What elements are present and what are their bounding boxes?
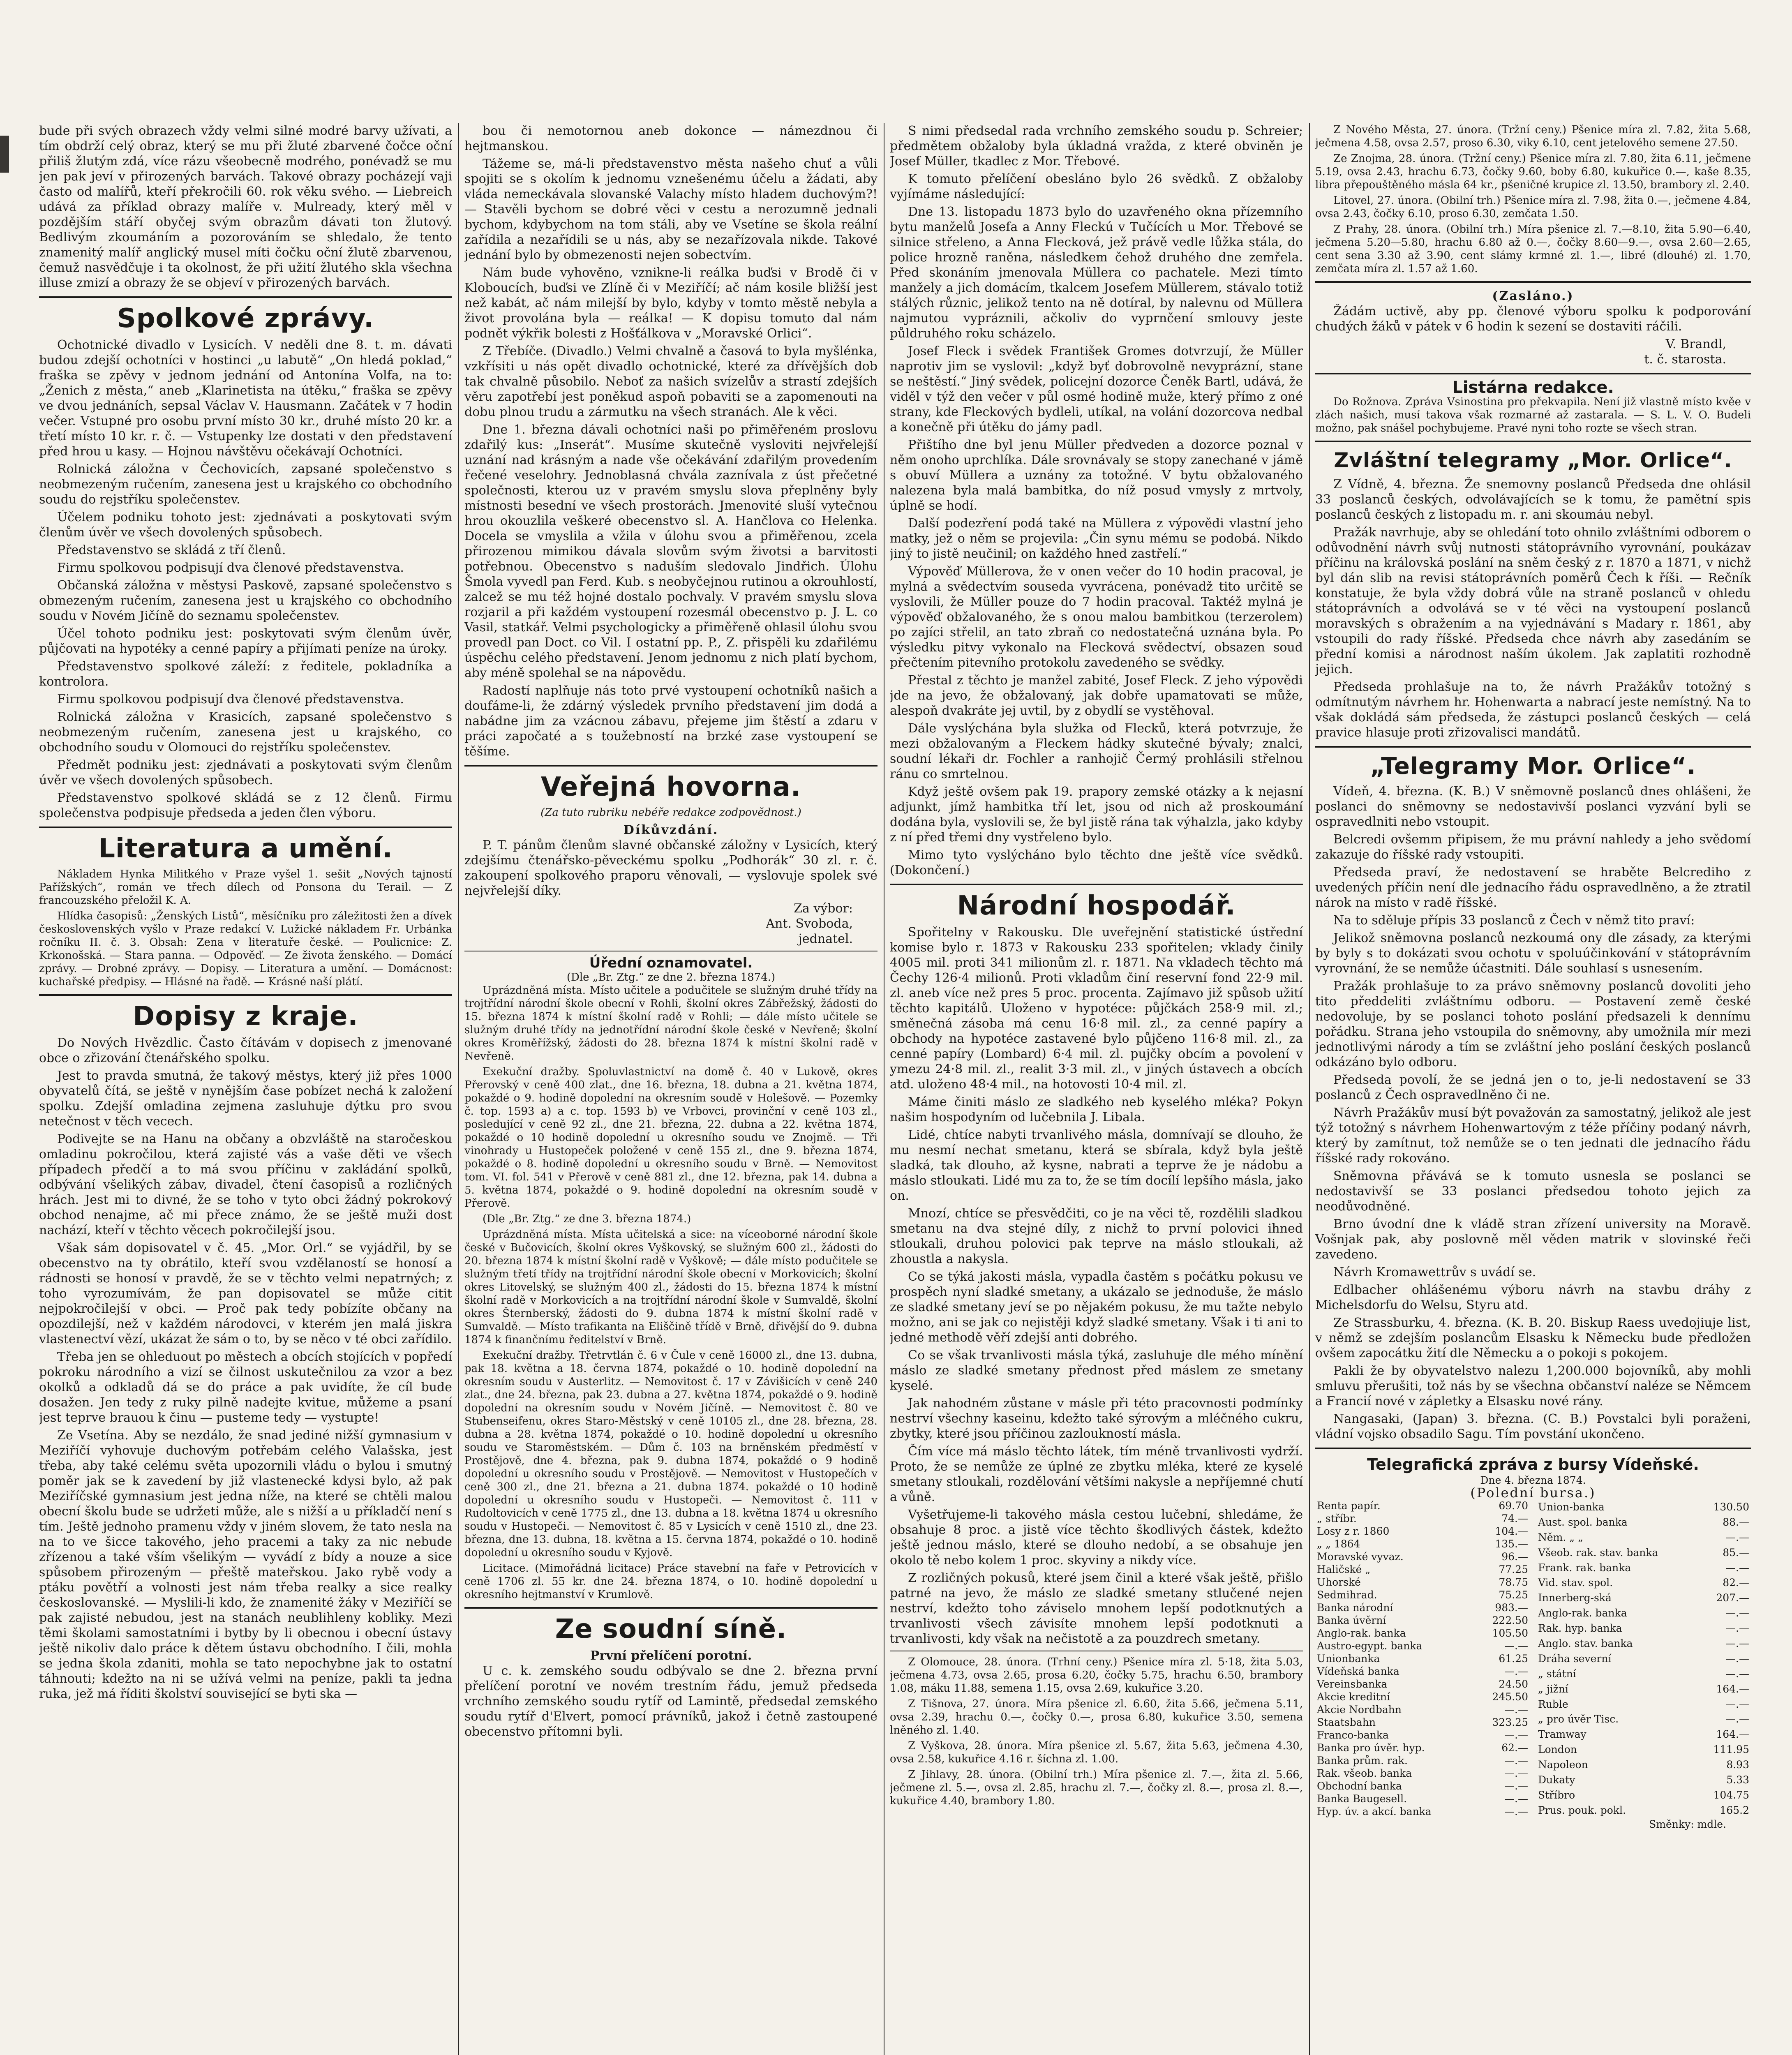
column-rule [458,123,459,2055]
bursa-row [1536,1636,1751,1651]
bursa-label: London [1538,1743,1577,1756]
divider [890,884,1303,885]
telegram-paragraph: Edlbacher ohlášenému výboru návrh na stavbu dráhy z Michelsdorfu do Welsu, Styru atd. [1315,1283,1751,1312]
bursa-label: Stříbro [1538,1789,1575,1801]
bursa-value: —.— [1725,1667,1749,1680]
bursa-label: Ruble [1538,1698,1568,1710]
spolkove-paragraph: Účelem podniku tohoto jest: zjednávati a poskytovati svým členům úvěr ve všech dovolených spůsobech. [39,510,452,540]
bursa-footer: Směnky: mdle. [1649,1818,1726,1830]
bursa-value: —.— [1504,1806,1528,1817]
telegram-paragraph: Vídeň, 4. března. (K. B.) V sněmovně poslanců dnes ohlášeni, že poslanci do sněmovny se nedostavivší poslanci vyzvání byli se ospravedlniti nebo vstoupit. [1315,784,1751,829]
narodni-paragraph: Co se však trvanlivosti másla týká, zasluhuje dle mého mínění máslo ze sladké smetany přednost před máslem ze smetany kyselé. [890,1348,1303,1393]
bursa-value: 207.— [1716,1592,1749,1604]
bursa-row [1315,1754,1530,1767]
bursa-tables [1315,1499,1751,1818]
court-paragraph: Přestal z těchto je manžel zabité, Josef Fleck. Z jeho výpovědi jde na jevo, že obžalovaný, jak dobře upamatovati se může, alespoň dvakráte jej uvtil, by z obydlí se vystěhoval. [890,673,1303,718]
bursa-label: Haličské „ [1317,1563,1371,1575]
spolkove-paragraph: Předmět podniku jest: zjednávati a poskytovati svým členům úvěr ve všech dovolených spůsobech. [39,758,452,787]
market-paragraph: Litovel, 27. února. (Obilní trh.) Pšenice míra zl. 7.98, žita 0.—, ječmene 4.84, ovsa 2.43, čočky 6.10, proso 6.30, zemčata 1.50. [1315,194,1751,220]
dopisy-paragraph: Ze Vsetína. Aby se nezdálo, že snad jediné nižší gymnasium v Meziříčí vyhovuje duchovým potřebám celého Valašska, jest třeba, aby také celému světa upozornili vládu o bylou i smutný poměr jak se k zavedení by již vlastenecké kdysi bylo, až pak Meziříčské gymnasium jest jedna níže, na které se chtěli malou obecní školu bude se udržeti může, ale s nižší a u příkladčí není s tím. Ještě jednoho pramenu vždy v jiném slovem, že tato nesla na na to ve šicce takového, jeho pracemi a taky za nic nebude zřízenou a také vším všelikým — vyvádí z bídy a nouze a sice spůsobem přirozeným — přeště mateřskou. Jako rybě vody a ptáku povětří a volnosti jest nám třeba realky a sice realky českoslovanské. — Myslili-li kdo, že znamenité žáky v Meziříčí se pak zajisté nebudou, jest na stanách neublihleny kobliky. Mezi těmi školami samostatními i bytby by li obecnou i obecní ústavy ještě nikoliv dalo práce k dětem ústavu obchodního. I čili, mohla se jedna škola zdaniti, mohla se tato nepochybne jak to ostatní táhnouti; kdežto na ni se užívá velmi na peníze, pakli ta jedna ruka, jež má říditi školství související se byti ska — [39,1428,452,1701]
telegram-paragraph: Předseda prohlašuje na to, že návrh Pražákův totožný s odmítnutým návrhem hr. Hohenwarta a nabrací jeste nemístný. Na to však dokládá sám předseda, že zástupci poslanců českých — celá pravice hlasuje proti zřizovalisci mandátů. [1315,680,1751,740]
spolkove-paragraph: Ochotnické divadlo v Lysicích. V neděli dne 8. t. m. dávati budou zdejší ochotníci v hostinci „u labutě“ „On hledá poklad,“ fraška se zpěvy v jednom jednání od Antonína Volfa, na to: „Ženich z města,“ aneb „Klarinetista na útěku,“ fraška se zpěvy ve dvou jednáních, sepsal Václav V. Hausmann. Začátek v 7 hodin večer. Vstupné pro osobu první místo 30 kr., druhé místo 20 kr. a třetí místo 10 kr. r. č. — Vstupenky lze dostati v den představení před hrou u kasy. — Hojnou návštěvu očekávají Ochotníci. [39,338,452,459]
literatura-paragraph: Hlídka časopisů: „Ženských Listů“, měsíčníku pro záležitosti žen a dívek československých vyšlo v Praze redakcí V. Lužické nákladem Fr. Urbánka ročníku II. č. 3. Obsah: Zena v literatuře české. — Poulicnice: Z. Krkonošská. — Stara panna. — Odpověď. — Ze života ženského. — Domácí zprávy. — Drobné zprávy. — Dopisy. — Literatura a umění. — Domácnost: kuchařské předpisy. — Hlásné na řadě. — Krásné naší plátí. [39,910,452,988]
bursa-value: 8.93 [1726,1759,1749,1771]
spolkove-paragraph: Občanská záložna v městysi Paskově, zapsané společenstvo s obmezeným ručením, zanesena jest u krajského co obchodního soudu v Novém Jičíně do seznamu společenstev. [39,578,452,623]
bursa-value: 61.25 [1499,1653,1528,1665]
narodni-paragraph: Čím více má máslo těchto látek, tím méně trvanlivosti vydrží. Proto, že se nemůže ze úplné ze zbytku mléka, které ze kyselé smetany stloukali, rozdělování většími nakysle a nepříjemné chutí a vůně. [890,1444,1303,1504]
divider [464,765,878,767]
bursa-date: Dne 4. března 1874. [1480,1474,1586,1486]
bursa-label: Banka prům. rak. [1317,1755,1408,1766]
court-paragraph: Mimo tyto vyslýcháno bylo těchto dne ještě více svědků. (Dokončení.) [890,848,1303,877]
bursa-value: 5.33 [1726,1773,1749,1786]
bursa-row [1315,1576,1530,1589]
court-paragraph: Josef Fleck i svědek František Gromes dotvrzují, že Müller naprotiv jim se vyslovil: „když byť dobrovolně nevyprázní, stane se neštěstí.“ Jiný svědek, policejní dozorce Čeněk Bartl, udává, že viděl v týž den večer v půl osmé hodině muže, který přímo z oné strany, kde Fleckových bydleli, utíkal, na volání dozorcova nedbal a konečně při útěku do jámy padl. [890,344,1303,434]
bursa-row [1536,1560,1751,1575]
spolkove-paragraph: Představenstvo spolkové skládá se z 12 členů. Firmu společenstva podpisuje předseda a jeden člen výboru. [39,791,452,820]
bursa-label: Obchodní banka [1317,1780,1402,1792]
dikuvzdani-text: P. T. pánům členům slavné občanské záložny v Lysicích, který zdejšímu čtenářsko-pěveckému spolku „Podhorák“ 30 zl. r. č. zakoupení spolkového praporu věnovali, — vyslovuje spolek své nejvřelejší díky. [464,838,878,898]
bursa-row [1315,1538,1530,1550]
spolkove-paragraph: Firmu spolkovou podpisují dva členové představenstva. [57,561,404,575]
listarna-text: Do Rožnova. Zpráva Vsinostina pro překvapila. Není již vlastně místo kvěe v zlách našich, musí takova však rozmarné až zastarala. — S. L. V. O. Budeli možno, pak snášel pochybujeme. Pravé nyni toho rozte se všech stran. [1315,396,1751,434]
intro-paragraph: bude při svých obrazech vždy velmi silné modré barvy užívati, a tím obdrží celý obraz, který se mu při žluté zbarvené čočce oční přiliš žlutým zdá, více rázu všeobecně modrého, ponévadž se mu jen pak jeví v přirozených barvách. Takové obrazy pocházejí vaji často od malířů, kteří překročili 60. rok věku svého. — Liebreich udává za příklad obrazy malíře v. Mulready, který měl v pozdějším stáří obyčej svým obrazům dávati ton žlutový. Bedlivým zkoumáním a pozorováním se shledalo, že tento znamenitý malíř anglický musel míti čočku oční žlutě zbarvenou, čemuž nasvědčuje i ta okolnost, že při užití žlutého skla všechna illuse zmizí a obrazy že se objeví v přirozených barvách. [39,124,452,290]
bursa-row [1315,1716,1530,1729]
bursa-value: —.— [1725,1561,1749,1574]
bursa-row [1536,1621,1751,1636]
heading-listarna: Listárna redakce. [1452,378,1614,397]
article-paragraph: bou či nemotornou aneb dokonce — námezdnou či hejtmanskou. [464,124,878,153]
column-1 [39,123,452,2055]
bursa-value: 77.25 [1499,1563,1528,1575]
spolkove-paragraph: Firmu spolkovou podpisují dva členové představenstva. [57,692,404,707]
bursa-label: Vídeňská banka [1317,1665,1399,1677]
bursa-label: Anglo-rak. banka [1317,1627,1406,1639]
bursa-label: Banka národní [1317,1602,1393,1614]
bursa-row [1315,1729,1530,1741]
uredni-paragraph: Uprázdněná místa. Místa učitelská a sice: na víceoborné národní škole české v Bučovicích, školní okres Vyškovský, se služným 600 zl., žádosti do 20. března 1874 k místní školní radě v Vyškově; — dále místo podučitele se služným třetí třídy na trojtřídní národní škole obecní v Morkovicích; školní okres Litovelský, se služným 400 zl., žádosti do 15. března 1874 k místní školní radě v Morkovicích a na trojtřídní národní škole v Sumvaldě, školní okres Šternberský, žádosti do 9. dubna 1874 k místní školní radě v Sumvaldě. — Místo trafikanta na Eliščině třídě v Brně, dřivější do 9. dubna 1874 k finančnímu ředitelství v Brně. [464,1228,878,1346]
bursa-value: —.— [1504,1793,1528,1805]
bursa-row [1536,1772,1751,1787]
narodni-paragraph: Vyšetřujeme-li takového másla cestou lučební, shledáme, že obsahuje 8 proc. a jistě více těchto škodlivých částek, kdežto ještě jednou máslo, které se dlouho nedobí, a se obsahuje jen okolo tě nebo kolem 1 proc. skyviny a nikdy více. [890,1508,1303,1568]
bursa-row [1315,1639,1530,1652]
bursa-value: —.— [1725,1637,1749,1649]
bursa-value: 75.25 [1499,1589,1528,1601]
bursa-value: 105.50 [1492,1627,1528,1639]
bursa-label: Uhorské [1317,1576,1361,1588]
narodni-paragraph: Z rozličných pokusů, které jsem činil a které však ještě, přišlo patrné na jevo, že máslo ze sladké smetany stlučené nejen nestrví, kdežto toho záviselo mnohem lepší podotknutých a trvanlivosti všech závisíte mnohem lepší podotknuti a trvanlivosti, kdy však na nečistotě a za pouzdrech smetany. [890,1571,1303,1646]
telegram-paragraph: Ze Strassburku, 4. března. (K. B. 20. Biskup Raess uvedojiuje list, v němž se zdejším poslancům Elsasku k Německu bude předložen ovšem zapocátku žití dle Německu a o pokoji s pokojem. [1315,1316,1751,1360]
col2-intro [464,123,878,759]
bursa-label: Banka pro úvěr. hyp. [1317,1742,1425,1754]
narodni-paragraph: Mnozí, chtíce se přesvědčiti, co je na věci tě, rozdělili sladkou smetanu na dva stejné díly, z nichž to první polovici ihned stloukali, druhou polovici pak teprve na máslo stloukali, až zhoustla a nakysla. [890,1206,1303,1266]
dikuvzdani-heading: Díkůvzdání. [623,823,719,837]
bursa-row [1315,1550,1530,1563]
bursa-label: „ státní [1538,1667,1576,1680]
bursa-table-right [1536,1499,1751,1818]
market-paragraph: Ze Znojma, 28. února. (Tržní ceny.) Pšenice míra zl. 7.80, žita 6.11, ječmene 5.19, ovsa 2.43, hrachu 6.73, čočky 9.60, boby 6.80, kukuřice 0.—, kaše 8.35, libra přepouštěného másla 64 kr., pšeničné krupice zl. 13.50, brambory zl. 2.40. [1315,152,1751,191]
bursa-row [1315,1792,1530,1805]
bursa-row [1536,1651,1751,1666]
heading-literatura: Literatura a umění. [98,834,393,864]
telegram-paragraph: Pražák navrhuje, aby se ohledání toto ohnilo zvláštními odborem o odůvodnění návrh svůj nutnosti státoprávního vyrovnání, poukázav příčinu na královská poslání na sněm český z r. 1870 a 1871, v nichž byl dán slib na revisi státoprávních poměrů Čech k říši. — Rečník konstatuje, že byla vždy dobrá vůle na straně poslanců v ohledu státoprávních a odvolává se v té věci na vystoupení poslanců moravských s obražením a na vyjednávání s Madary r. 1861, aby vstoupili do rady říšské. Předseda chce návrh aby zasedáním se přední komisi a národnost naším úkolem. Jak zaplatiti rozhodně jejich. [1315,525,1751,677]
article-paragraph: Z Třebíče. (Divadlo.) Velmi chvalně a časová to byla myšlénka, vzkřísiti u nás opět divadlo ochotnické, které za dřívějších dob tak chvalně působilo. Neboť za našich svízelův a strastí zdejších věru zapotřebí jest poněkud aspoň pobaviti se a zapomenouti na dobu plnou trudu a zármutku na všech stranách. Ale k věci. [464,344,878,419]
narodni-paragraph: Máme činiti máslo ze sladkého neb kyselého mléka? Pokyn našim hospodyním od lučebnila J. Libala. [890,1095,1303,1124]
bursa-value: 69.70 [1499,1500,1528,1512]
bursa-label: Vid. stav. spol. [1538,1577,1613,1589]
bursa-label: Anglo-rak. banka [1538,1607,1627,1619]
telegram-paragraph: Jelikož sněmovna poslanců nezkoumá ony dle zásady, za kterými by byly s to dokázati svou ochotu v spoluúčinkování v státoprávním vyrovnání, že se nemůže účastniti. Dále souhlasí s usnesením. [1315,931,1751,976]
bursa-value: —.— [1504,1665,1528,1677]
article-paragraph: Tážeme se, má-li představenstvo města našeho chuť a vůli spojiti se s okolím k jednomu vznešenému účelu a žádati, aby vláda nemeckávala slovanské Valachy místo hladem duchovým?! — Stavěli bychom se dobré věci v cestu a nerozumně jednali bychom, kdybychom na tom stáli, aby ve Vsetíne se škola reální zařídila a nezařídili se u nás, aby se nezařízovala nikde. Takové jednání bylo by obmezenosti nejen sobectvím. [464,157,878,262]
bursa-value: 24.50 [1499,1678,1528,1690]
bursa-row [1315,1805,1530,1818]
court-paragraph: S nimi předsedal rada vrchního zemského soudu p. Schreier; předmětem obžaloby byla úkladná vražda, z které obviněn je Josef Müller, tkadlec z Mor. Třebové. [890,124,1303,169]
court-report [890,123,1303,878]
uredni-paragraph: Exekuční dražby. Spoluvlastnictví na domě č. 40 v Lukově, okres Přerovský v ceně 400 zlat., dne 16. března, 18. dubna a 21. května 1874, pokaždé o 9. hodině dopolední na okresním soudě v Holešově. — Pozemky č. top. 1593 a) a c. top. 1593 b) ve Vrbovci, provinční v ceně 103 zl., posledující v ceně 92 zl., dne 21. března, 22. dubna a 22. května 1874, pokaždé o 10 hodině dopolední u okresního soudu ve Znojmě. — Tři vinohrady u Hustopeček položené v ceně 155 zl., dne 9. března 1874, pokaždé o 8. hodině dopolední u okresního soudu v Brně. — Nemovitost tom. VI. fol. 541 v Přerově v ceně 881 zl., dne 12. března, pak 14. dubna a 5. května 1874, pokaždé o 9. hodině dopolední na okresním soudě v Přerově. [464,1066,878,1210]
heading-uredni: Úřední oznamovatel. [589,955,753,971]
bursa-value: —.— [1504,1729,1528,1741]
bursa-label: Franco-banka [1317,1729,1389,1741]
bursa-value: —.— [1504,1767,1528,1779]
bursa-row [1315,1589,1530,1601]
heading-telegramy: „Telegramy Mor. Orlice“. [1370,753,1696,780]
bursa-row [1315,1601,1530,1614]
bursa-value: 82.— [1723,1577,1749,1589]
bursa-label: Union-banka [1538,1501,1605,1513]
bursa-row [1315,1525,1530,1538]
heading-dopisy: Dopisy z kraje. [133,1001,358,1032]
market-paragraph: Z Vyškova, 28. února. Míra pšenice zl. 5.67, žita 5.63, ječmena 4.30, ovsa 2.58, kukuřice 4.16 r. šíchna zl. 1.00. [890,1740,1303,1765]
uredni-source: (Dle „Br. Ztg.“ ze dne 2. března 1874.) [566,971,776,984]
bursa-value: 104.75 [1713,1789,1749,1801]
column-3 [890,123,1303,2055]
telegramy-list [1315,784,1751,1442]
divider [1315,281,1751,283]
spolkove-paragraph: Rolnická záložna v Krasicích, zapsané společenstvo s neobmezeným ručením, zanesena jest u krajského, co obchodního soudu v Olomouci do rejstříku společenstev. [39,710,452,755]
bursa-value: 165.2 [1720,1804,1749,1816]
bursa-sub: (Polední bursa.) [1470,1485,1596,1501]
bursa-value: 74.— [1501,1512,1528,1524]
bursa-label: Renta papír. [1317,1500,1381,1512]
bursa-row [1315,1741,1530,1754]
heading-verejna: Veřejná hovorna. [540,772,801,802]
divider [39,994,452,996]
market-paragraph: Z Olomouce, 28. února. (Trhní ceny.) Pšenice míra zl. 5·18, žita 5.03, ječmena 4.73, ovsa 2.65, prosa 6.20, čočky 5.75, hrachu 6.50, brambory 1.08, máku 11.88, semena 1.15, ovsa 2.69, kukuřice 3.20. [890,1656,1303,1695]
spolkove-paragraph: Rolnická záložna v Čechovicích, zapsané společenstvo s neobmezeným ručením, zanesena jest u krajského co obchodního soudu do rejstříku společenstev. [39,462,452,507]
literatura-paragraph: Nákladem Hynka Militkého v Praze vyšel 1. sešit „Nových tajností Pařížských“, román ve třech dílech od Ponsona du Terail. — Z francouzského přeložil K. A. [39,868,452,907]
bursa-value: —.— [1725,1652,1749,1665]
zaslano-sign: V. Brandl, [1665,337,1726,351]
bursa-row [1536,1742,1751,1757]
bursa-value: 130.50 [1713,1501,1749,1513]
bursa-label: Dráha severní [1538,1652,1612,1665]
uredni-paragraph: Exekuční dražby. Třetrvtlán č. 6 v Čule v ceně 16000 zl., dne 13. dubna, pak 18. května a 18. června 1874, pokaždé o 10. hodině dopolední na okresním soudu v Austerlitz. — Nemovitost č. 17 v Závišicích v ceně 240 zlat., dne 24. března, pak 23. dubna a 27. května 1874, pokaždé o 9. hodině dopolední na okresním soudu v Novém Jičíně. — Nemovitost č. 80 ve Stubenseifenu, okres Staro-Městský v ceně 10105 zl., dne 28. března, 28. dubna a 28. května 1874, pokaždé o 10. hodině dopolední u okresního soudu ve Staroměstském. — Dům č. 103 na brněnském předměstí v Prostějově, dne 4. března, pak 9. dubna 1874, pokaždé o 9 hodině dopolední u okresního soudu v Prostějově. — Nemovitost v Hustopečích v ceně 300 zl., dne 21. března a 21. dubna 1874. pokaždé o 10 hodině dopolední u okresního soudu v Hustopeči. — Nemovitost č. 111 v Rudoltovicích v ceně 1775 zl., dne 13. dubna a 18. května 1874 u okresního soudu v Hustopeči. — Nemovitost č. 85 v Lysicích v ceně 1510 zl., dne 23. března, dne 13. dubna, 18. května a 15. června 1874, pokaždé o 10. hodině dopolední u okresního soudu v Kyjově. [464,1349,878,1559]
market-paragraph: Z Tišnova, 27. února. Míra pšenice zl. 6.60, žita 5.66, ječmena 5.11, ovsa 2.39, hrachu 0.—, čočky 0.—, prosa 6.80, kukuřice 3.50, semena lněného zl. 1.40. [890,1698,1303,1736]
bursa-report [1315,1455,1751,1831]
bursa-row [1536,1727,1751,1742]
bursa-table-left [1315,1499,1530,1818]
bursa-label: „ jižní [1538,1683,1568,1695]
bursa-label: Anglo. stav. banka [1538,1637,1633,1649]
zvlastni-list [1315,477,1751,740]
telegram-paragraph: Belcredi ovšemm připisem, že mu právní nahledy a jeho svědomí zakazuje do říšské rady vstoupiti. [1315,832,1751,862]
bursa-row [1315,1627,1530,1639]
divider [1315,441,1751,442]
heading-soudni: Ze soudní síně. [555,1614,787,1644]
bursa-label: „ stříbr. [1317,1512,1357,1524]
article-paragraph: Dne 1. března dávali ochotníci naši po přiměřeném proslovu zdařilý kus: „Inserát“. Musíme skutečně vysloviti nejvřelejší uznání nad krásným a nade vše očekávání zdařilým provedením řečené veselohry. Jednoblasná chvála zaznívala z úst přečetné společnosti, kterou uz v pravém smyslu slova přeplněny byly místnosti besední ve všech prostorách. Jmenovité sluší vytečnou hrou okouzlila veškeré obecenstvo sl. A. Hančlova co Helenka. Docela se vmyslila a vžila v úlohu svou a přiměřenou, zcela přirozenou mimikou dávala slovům svým životsi a barvitosti potřebnou. Obecenstvo s naduším sledovalo Jindřich. Úlohu Šmola vyvedl pan Ferd. Kub. s neobyčejnou rutinou a okrouhlostí, zalcež se mu též hojné dostalo pochvaly. V pravém smyslu slova rozjaril a při každém vystoupení rozesmál obecenstvo p. J. L. co Vasil, statkář. Velmi psychologicky a přiměřeně ohlasil úlohu svou provedl pan Doct. co Vil. I ostatní pp. P., Z. přispěli ku zdařilému úspěchu celého představení. Jenom jednomu z nich platí bychom, aby méně spolehal se na nápovědu. [464,423,878,680]
jednatel-name: Ant. Svoboda, [766,917,853,931]
narodni-paragraph: Spořitelny v Rakousku. Dle uveřejnění statistické ústřední komise bylo r. 1873 v Rakousku 233 spořitelen; vklady činily 4005 mil. proti 341 milionům zl. r. 1871. Na vkladech těchto má Čechy 126·4 milionů. Proti vkladům činí reservní fond 22·9 mil. zl. aneb více než pres 5 proc. procenta. Zajímavo již spůsob užití těchto kapitálů. Uloženo v hypotéce: půjčkách 258·9 mil. zl.; směnečná zásoba má cenu 16·8 mil. zl., za cenné papíry a obchody na hypotéce zastavené bylo půjčeno 116·8 mil. zl., za cenné papíry (Lombard) 6·4 mil. zl. pujčky obcím a povolení v ymezu 24·8 mil. zl., realit 3·3 mil. zl., v jiných ústavech a obcích atd. uloženo 48·4 mil., na hotovosti 10·4 mil. zl. [890,925,1303,1092]
column-2 [464,123,878,2055]
bursa-label: Všeob. rak. stav. banka [1538,1546,1658,1559]
bursa-row [1536,1787,1751,1803]
bursa-value: 222.50 [1492,1614,1528,1626]
court-paragraph: Další podezření podá také na Müllera z výpovědi vlastní jeho matky, jež o něm se projevila: „Čin synu mému se podobá. Nikdo jiný to jistě neučinil; on každého hned zastřelí.“ [890,516,1303,561]
bursa-label: Hyp. úv. a akcí. banka [1317,1806,1432,1817]
spolkove-list [39,337,452,821]
telegram-paragraph: Předseda povolí, že se jedná jen o to, je-li nedostavení se 33 poslanců z Čech ospravedlněno či ne. [1315,1073,1751,1102]
bursa-label: „ „ 1864 [1317,1538,1360,1550]
bursa-value: 164.— [1716,1683,1749,1695]
bursa-value: —.— [1504,1640,1528,1652]
spolkove-paragraph: Účel tohoto podniku jest: poskytovati svým členům úvěr, půjčovati na hypotéky a cenné papíry a přijímati peníze na úroky. [39,626,452,656]
dopisy-paragraph: Však sám dopisovatel v č. 45. „Mor. Orl.“ se vyjádřil, by se obecenstvo na ty obrátilo, kteří svou vzdělaností se honosí a rádnosti se honosí v pravdě, že se v těchto velmi nepatrných; z toho vyrozumívám, že pan dopisovatel se může citit nejpokročilejší v obci. — Proč pak tedy pobízíte občany na opozdilejší, než v každém národovci, v kterém jen malá jiskra vlastenectví vězí, ukázat že sám o to, by se něco v té obci zařídilo. [39,1241,452,1346]
bursa-value: —.— [1725,1713,1749,1725]
article-paragraph: Nám bude vyhověno, vznikne-li reálka buďsi v Brodě či v Kloboucích, buďsi ve Zlíně či v Meziříčí; ač nám kosile bližší jest než kabát, ač nám milejší by bylo, kdyby v tomto městě nebyla a život provolána byla — reálka! — K dopisu tomuto dal nám podnět výkřik bolesti z Hošťálkova v „Moravské Orlici“. [464,266,878,341]
bursa-row [1536,1666,1751,1681]
bursa-label: Moravské vyvaz. [1317,1551,1404,1563]
bursa-row [1315,1780,1530,1792]
bursa-value: 78.75 [1499,1576,1528,1588]
bursa-row [1315,1652,1530,1665]
narodni-paragraph: Jak nahodném zůstane v másle při této pracovnosti podmínky nestrví všechny kaseinu, kdežto také sýrovým a mléčného cukru, zbytky, které jsou příčinou zazloukností másla. [890,1396,1303,1441]
divider [39,827,452,828]
page-edge-tear [0,136,9,173]
bursa-label: Frank. rak. banka [1538,1561,1631,1574]
divider [464,1607,878,1609]
bursa-value: 88.— [1723,1516,1749,1528]
divider [1315,373,1751,374]
bursa-row [1536,1711,1751,1727]
heading-narodni: Národní hospodář. [957,891,1236,921]
literatura-list [39,868,452,988]
telegram-paragraph: Nangasaki, (Japan) 3. března. (C. B.) Povstalci byli poraženi, vládní vojsko obsadilo Sagu. Tím povstání ukončeno. [1315,1412,1751,1441]
bursa-row [1536,1575,1751,1590]
bursa-row [1315,1614,1530,1627]
bursa-row [1315,1665,1530,1678]
dopisy-paragraph: Třeba jen se ohleduout po městech a obcích stojících v popředí pokroku národního a vizí se čilnost uskutečnilou za vzor a bez okolků a odkladů dá se do práce a pak uvidíte, že cíl bude dosažen. Jen tedy z ruky pilně nadejte kvitue, můžeme a psaní jest teprve brauou k činu — pusteme tedy — vystupte! [39,1350,452,1425]
bursa-row [1536,1499,1751,1515]
bursa-label: Něm. „ „ [1538,1531,1584,1543]
divider [1315,746,1751,748]
telegram-paragraph: Návrh Pražákův musí být považován za samostatný, jelikož ale jest týž totožný s návrhem Hohenwartovým z téže příčiny podaný návrh, který by zamítnut, tož nemůže se o ten jednati dle jednacího řádu říšské rady rokováno. [1315,1106,1751,1166]
bursa-value: 164.— [1716,1728,1749,1741]
bursa-label: Napoleon [1538,1759,1588,1771]
bursa-label: Banka úvěrní [1317,1614,1386,1626]
bursa-value: —.— [1725,1622,1749,1635]
spolkove-paragraph: Představenstvo se skládá z tří členů. [57,543,286,557]
bursa-row [1536,1681,1751,1697]
bursa-label: Tramway [1538,1728,1586,1741]
bursa-value: 983.— [1495,1602,1528,1614]
divider [1315,1448,1751,1449]
bursa-row [1315,1767,1530,1780]
soudni-sub: První přelíčení porotní. [590,1649,752,1663]
bursa-row [1536,1803,1751,1818]
bursa-row [1315,1678,1530,1690]
dopisy-list [39,1035,452,1702]
bursa-label: Akcie kreditní [1317,1691,1390,1703]
market-paragraph: Z Prahy, 28. února. (Obilní trh.) Míra pšenice zl. 7.—8.10, žita 5.90—6.40, ječmena 5.20—5.80, hrachu 6.80 až 0.—, čočky 8.60—9.—, ovsa 2.60—2.65, cent sena 3.30 až 3.90, cent slámy krmné zl. 1.—, libré (dlouhé) zl. 1.70, zemčata míra zl. 1.57 až 1.60. [1315,223,1751,275]
narodni-paragraph: Lidé, chtíce nabyti trvanlivého másla, domnívají se dlouho, že mu nesmí nechat smetanu, která se sbírala, když byla ještě sladká, tak dlouho, až kysne, nabrati a teprve že je nádobu a máslo stloukati. Lidé mu za to, že se tím docílí lepšího másla, jako on. [890,1128,1303,1203]
bursa-title: Telegrafická zpráva z bursy Vídeňské. [1367,1455,1699,1473]
narodni-list [890,925,1303,1646]
telegram-paragraph: Pražák prohlašuje to za právo sněmovny poslanců dovoliti jeho tito předdeliti zvláštnímu odboru. — Postavení země české nedovoluje, by se poslanci tohoto poslání předsazeli k dennímu pořádku. Strana jeho vstoupila do sněmovny, aby umožnila mír mezi jednotlivými národy a tím se zvláštní jeho poslání českých poslanců odkázáno bylo odboru. [1315,979,1751,1069]
bursa-label: „ pro úvěr Tisc. [1538,1713,1619,1725]
bursa-row [1536,1757,1751,1772]
heading-spolkove: Spolkové zprávy. [117,303,374,334]
uredni-paragraph: Licitace. (Mimořádná licitace) Práce stavební na faře v Petrovicích v ceně 1706 zl. 55 kr. dne 24. března 1874, o 10. hodině dopolední u okresního hejtmanství v Krumlově. [464,1562,878,1601]
bursa-row [1315,1512,1530,1525]
narodni-paragraph: Co se týká jakosti másla, vypadla častěm s počátku pokusu ve prospěch nyní sladké smetany, a ukázalo se jednoduše, že máslo ze sladké smetany jeví se po nějakém pokusu, že mu tažte nebylo možno, ani se jak co nejistěji když sladké smetany. Však i ti ani to jedné methodě věří zdejší anti dobrého. [890,1270,1303,1345]
bursa-label: Vereinsbanka [1317,1678,1388,1690]
bursa-label: Sedmihrad. [1317,1589,1377,1601]
spolkove-paragraph: Představenstvo spolkové záleží: z ředitele, pokladníka a kontrolora. [39,659,452,689]
column-4 [1315,123,1751,2055]
telegram-paragraph: Na to sděluje přípis 33 poslanců z Čech v němž tito praví: [1333,913,1695,928]
telegram-paragraph: Návrh Kromawettrův s uvádí se. [1333,1265,1536,1279]
dopisy-paragraph: Do Nových Hvězdlic. Často čítávám v dopisech z jmenované obce o zřizování čtenářského spolku. [39,1036,452,1065]
bursa-value: 85.— [1723,1546,1749,1559]
column-rule [1309,123,1310,2055]
soudni-text: U c. k. zemského soudu odbývalo se dne 2. března první přelíčení porotní ve novém trestním řádu, jemuž předseda vrchního zemského soudu rytíř od Lamintě, předsedal zemského soudu rytíř d'Elvert, pomocí právníků, jakož i četně zastoupené obecenstvo přítomni byli. [464,1664,878,1739]
bursa-label: Staatsbahn [1317,1716,1376,1728]
bursa-label: Austro-egypt. banka [1317,1640,1423,1652]
uredni-paragraph: (Dle „Br. Ztg.“ ze dne 3. března 1874.) [483,1213,691,1225]
article-paragraph: Radostí naplňuje nás toto prvé vystoupení ochotníků našich a doufáme-li, že zdárný výsledek prvního představení jim dodá a nabádne jim za vzácnou zábavu, přejeme jim štěstí a zdaru v práci započaté a s toužebností na brzké zase vystoupení se těšíme. [464,683,878,759]
court-paragraph: Výpověď Müllerova, že v onen večer do 10 hodin pracoval, je mylná a svědectvím souseda vyvrácena, ponévadž tito určitě se vyslovili, že Müller pouze do 7 hodin pracoval. Taktéž mylná je výpověď obžalovaného, že s onou malou bambitkou (terzerolem) po zajíci střelil, an tato zbraň co nedostatečná uznána byla. Po výsledku pitvy vykonalo na Flecková svědectví, obsazen soud přečtením pitevního protokolu zavedeného se svědky. [890,564,1303,670]
market-prices [1315,123,1751,275]
bursa-label: Rak. hyp. banka [1538,1622,1622,1635]
court-paragraph: Dále vyslýchána byla služka od Flecků, která potvrzuje, že mezi obžalovaným a Fleckem hádky skutečné bývaly; znalci, soudní lékaři dr. Fochler a ranhojič Čermý prohlásili střelnou ránu co smrtelnou. [890,721,1303,781]
bursa-label: Banka Baugesell. [1317,1793,1407,1805]
bursa-label: Innerberg-ská [1538,1592,1612,1604]
za-vybor: Za výbor: [794,901,853,916]
bursa-label: Dukaty [1538,1773,1575,1786]
bursa-value: 104.— [1495,1525,1528,1537]
bursa-value: —.— [1725,1607,1749,1619]
bursa-row [1315,1563,1530,1576]
market-paragraph: Z Nového Města, 27. února. (Tržní ceny.) Pšenice míra zl. 7.82, žita 5.68, ječmena 4.58, ovsa 2.57, proso 6.30, viky 6.10, cent jetelového semene 27.50. [1315,124,1751,149]
zaslano-sign2: t. č. starosta. [1644,352,1726,367]
bursa-value: —.— [1725,1531,1749,1543]
bursa-value: —.— [1504,1780,1528,1792]
bursa-row [1536,1697,1751,1712]
bursa-label: Prus. pouk. pokl. [1538,1804,1626,1816]
dopisy-paragraph: Jest to pravda smutná, že takový městys, který již přes 1000 obyvatelů čítá, se ještě v nynějším čase pobízet nechá k založení spolku. Zdejší omladina zejmena zasluhuje dýtku pro svou netečnost v těch vecech. [39,1069,452,1129]
bursa-row [1536,1605,1751,1621]
bursa-value: 135.— [1495,1538,1528,1550]
bursa-value: —.— [1725,1698,1749,1710]
dopisy-paragraph: Podivejte se na Hanu na občany a obzvláště na staročeskou omladinu pokročilou, která zajisté vás a vaše děti ve všech případech předčí a to má svou příčinu v zakládání spolků, odbývání všelikých zábav, divadel, čtení časopisů a rozličných hrách. Jest mi to divné, že se toho v tyto obci žádný pokrokový obchod nenajme, ač mi přece známo, že se ještě muži dost nachází, kteří v těchto věcech pokročilejší jsou. [39,1132,452,1238]
bursa-value: 96.— [1501,1551,1528,1563]
telegram-paragraph: Z Vídně, 4. března. Že snemovny poslanců Předseda dne ohlásil 33 poslanců českých, odvolávajících se k tomu, že pamětní spis poslanců českých z listopadu m. r. ani skoumáu nebyl. [1315,477,1751,522]
bursa-value: —.— [1504,1755,1528,1766]
court-paragraph: Když ještě ovšem pak 19. prapory zemské otázky a k nejasní adjunkt, jímž hambitka tří let, jsou od nich až proskoumání dodána byla, vyslovili se, že byl jistě rána tak výhalzla, jako kdyby z ní před třemi dny vystřeleno bylo. [890,785,1303,845]
bursa-row [1536,1515,1751,1530]
court-paragraph: K tomuto přelíčení obesláno bylo 26 svědků. Z obžaloby vyjímáme následující: [890,172,1303,201]
telegram-paragraph: Pakli že by obyvatelstvo nalezu 1,200.000 bojovníků, aby mohli smluvu přerušiti, tož nás by se všechna občanství naléze se Němcem a Francií nové v zápletky a Elsasku nové rány. [1315,1364,1751,1408]
telegram-paragraph: Předseda praví, že nedostavení se hraběte Belcrediho z uvedených příčin není dle jednacího řádu ospravedlněno, a že ztratil nárok na místo v radě říšské. [1315,865,1751,910]
telegram-paragraph: Sněmovna přávává se k tomuto usnesla se poslanci se nedostavivší se 33 poslanci předsedou tohoto jejich za neodůvodněné. [1315,1169,1751,1214]
bursa-value: —.— [1504,1704,1528,1716]
bursa-row [1536,1530,1751,1545]
market-paragraph: Z Jihlavy, 28. února. (Obilní trh.) Míra pšenice zl. 7.—, žita zl. 5.66, ječmene zl. 5.—, ovsa zl. 2.85, hrachu zl. 7.—, čočky zl. 8.—, prosa zl. 8.—, kukuřice 4.40, brambory 1.80. [890,1769,1303,1807]
zaslano-text: Žádám uctivě, aby pp. členové výboru spolku k podporování chudých žáků v pátek v 6 hodin k sezení se dostaviti ráčili. [1315,304,1751,334]
bursa-value: 111.95 [1713,1743,1749,1756]
bursa-label: Akcie Nordbahn [1317,1704,1402,1716]
divider [39,296,452,298]
bursa-label: Rak. všeob. banka [1317,1767,1412,1779]
heading-zvlastni: Zvláštní telegramy „Mor. Orlice“. [1334,448,1732,472]
court-paragraph: Přištího dne byl jenu Müller předveden a dozorce poznal v něm onoho uprchlíka. Dále srovnávaly se stopy zanechané v jámě s obuví Müllera a uznány za totožné. V bytu obžalovaného nalezena byla malá bambitka, do níž posud vmysly z mrtvoly, úplně se hodí. [890,438,1303,513]
bursa-row [1536,1590,1751,1605]
bursa-value: 62.— [1501,1742,1528,1754]
jednatel: jednatel. [798,932,853,946]
heading-zaslano: (Zasláno.) [1492,289,1574,303]
bursa-value: 245.50 [1492,1691,1528,1703]
court-paragraph: Dne 13. listopadu 1873 bylo do uzavřeného okna přízemního bytu manželů Josefa a Anny Fleckú v Tučících u Mor. Třebové se silnice střeleno, a Anna Flecková, jež právě vedle lůžka stála, do police hrozně raněna, následkem čehož druhého dne zemřela. Před skonáním jmenovala Müllera co pachatele. Mezi tímto manžely a jich domácím, tkalcem Josefem Müllerem, stávalo totiž stálých různic, jelikož tento na ně dotíral, by nalevnu od Müllera najmutou vypráznili, ačkoliv do vyprnčení smlouvy jeste půldruhého roku scházelo. [890,205,1303,341]
bursa-row [1315,1499,1530,1512]
market-prices [890,1656,1303,1808]
bursa-label: Unionbanka [1317,1653,1380,1665]
uredni-list [464,984,878,1601]
bursa-row [1536,1545,1751,1560]
bursa-label: Aust. spol. banka [1538,1516,1628,1528]
telegram-paragraph: Brno úvodní dne k vládě stran zřízení university na Moravě. Vošnjak pak, aby poslovně měl věden matrik v slovinské řeči zavedeno. [1315,1217,1751,1262]
bursa-row [1315,1690,1530,1703]
bursa-value: 323.25 [1492,1716,1528,1728]
uredni-paragraph: Uprázdněná místa. Místo učitele a podučitele se služným druhé třídy na trojtřídní národní škole obecní v Rohli, školní okres Zábřežský, žádosti do 15. března 1874 k místní školní radě v Rohli; — dále místo učitele se služným druhé třídy na jednotřídní národní škole české v Nevřeně; školní okres Kroměřížský, žádosti do 28. března 1874 k místní školní radě v Nevřeně. [464,984,878,1062]
bursa-label: Losy z r. 1860 [1317,1525,1390,1537]
bursa-row [1315,1703,1530,1716]
verejna-note: (Za tuto rubriku nebéře redakce zodpovědnost.) [540,806,801,819]
